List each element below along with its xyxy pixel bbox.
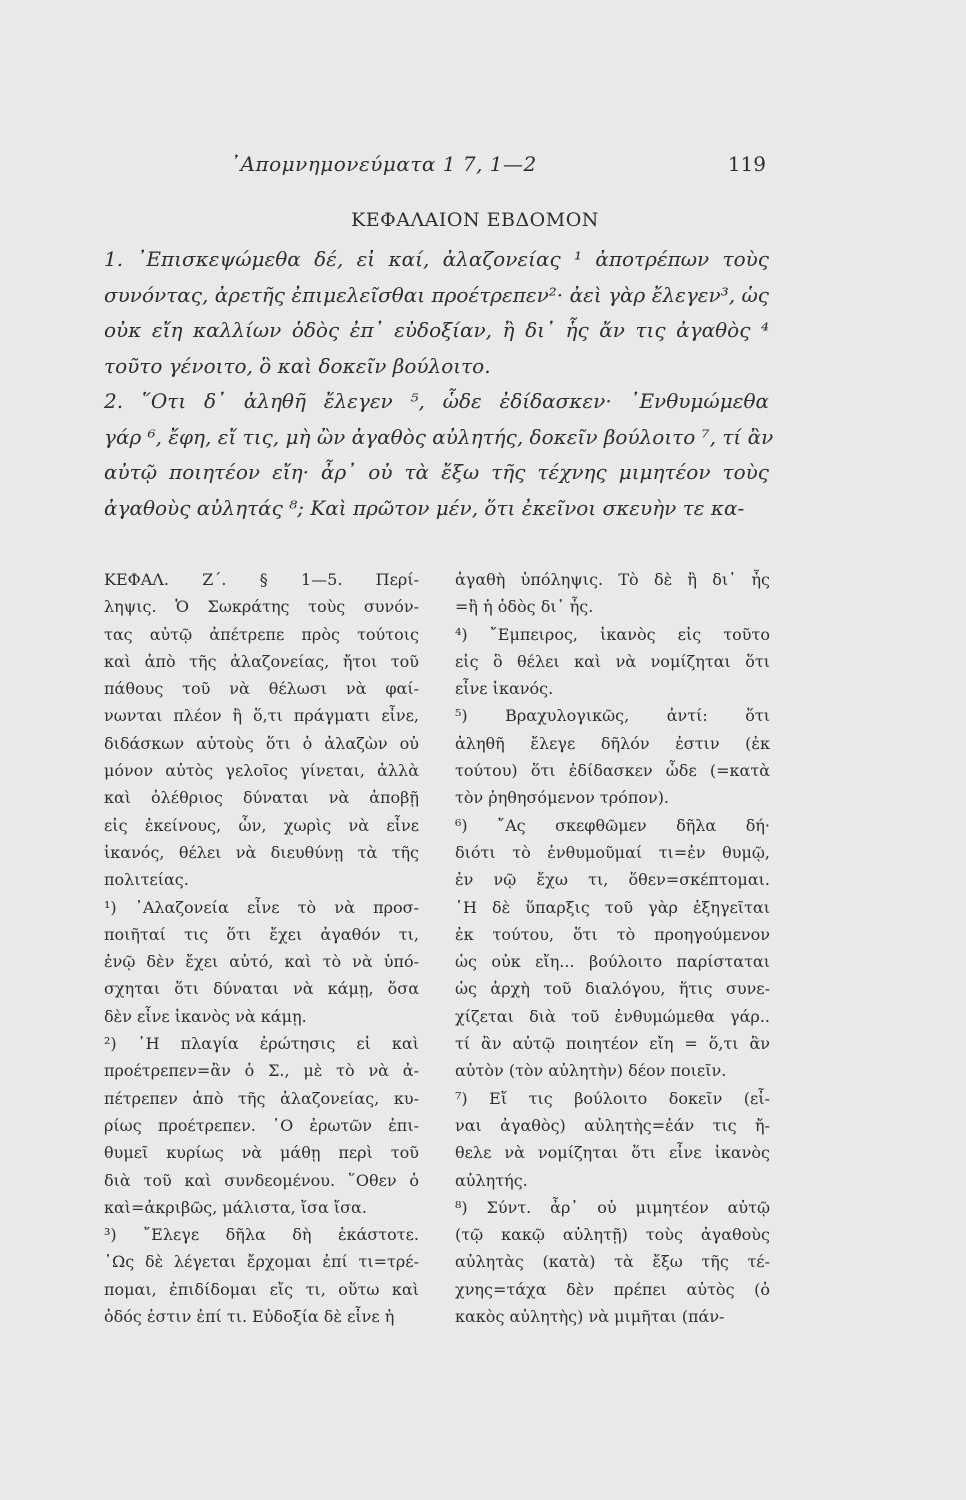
commentary-line: ἱκανός, θέλει νὰ διευθύνῃ τὰ τῆς: [104, 842, 419, 862]
main-text-line: ἀγαθοὺς αὐλητάς ⁸; Καὶ πρῶτον μέν, ὅτι ἐκεῖνοι σκευὴν τε κα-: [104, 495, 745, 520]
commentary-line: καὶ ὀλέθριος δύναται νὰ ἀποβῇ: [104, 788, 419, 808]
commentary-line: ναι ἀγαθὸς) αὐλητὴς=ἐάν τις ἤ-: [455, 1115, 770, 1135]
commentary-line: χίζεται διὰ τοῦ ἐνθυμώμεθα γάρ..: [455, 1006, 770, 1026]
commentary-line: θυμεῖ κυρίως νὰ μάθῃ περὶ τοῦ: [104, 1143, 419, 1163]
commentary-line: τούτου) ὅτι ἐδίδασκεν ὧδε (=κατὰ: [455, 761, 770, 781]
main-text-line: αὐτῷ ποιητέον εἴη· ἆρ᾽ οὐ τὰ ἔξω τῆς τέχνης μιμητέον τοὺς: [104, 460, 769, 484]
commentary-line: κακὸς αὐλητὴς) νὰ μιμῆται (πάν-: [455, 1307, 725, 1327]
commentary-line: ²) ῾Η πλαγία ἐρώτησις εἰ καὶ: [104, 1034, 419, 1054]
commentary-line: προέτρεπεν=ἂν ὁ Σ., μὲ τὸ νὰ ἀ-: [104, 1061, 419, 1081]
commentary-line: διὰ τοῦ καὶ συνδεομένου. ῞Οθεν ὁ: [104, 1170, 419, 1190]
commentary-line: ⁷) Εἴ τις βούλοιτο δοκεῖν (εἶ-: [455, 1088, 770, 1108]
page-number: 119: [727, 152, 766, 176]
commentary-line: (τῷ κακῷ αὐλητῇ) τοὺς ἀγαθοὺς: [455, 1225, 770, 1245]
commentary-line: ⁵) Βραχυλογικῶς, ἀντί: ὅτι: [455, 706, 770, 726]
main-text-line: 2. ῞Οτι δ᾽ ἀληθῆ ἔλεγεν ⁵, ὧδε ἐδίδασκεν· ᾽Ενθυμώμεθα: [104, 389, 769, 413]
commentary-line: διδάσκων αὐτοὺς ὅτι ὁ ἀλαζὼν οὐ: [104, 733, 419, 753]
main-text-line: γάρ ⁶, ἔφη, εἴ τις, μὴ ὢν ἀγαθὸς αὐλητής, δοκεῖν βούλοιτο ⁷, τί ἂν: [104, 424, 774, 449]
commentary-line: μόνον αὐτὸς γελοῖος γίνεται, ἀλλὰ: [104, 761, 419, 781]
main-text-line: τοῦτο γένοιτο, ὃ καὶ δοκεῖν βούλοιτο.: [104, 353, 491, 378]
commentary-line: τας αὐτῷ ἀπέτρεπε πρὸς τούτοις: [104, 624, 419, 644]
commentary-line: καὶ ἀπὸ τῆς ἀλαζονείας, ἤτοι τοῦ: [104, 651, 419, 671]
commentary-line: σχηται ὅτι δύναται νὰ κάμῃ, ὅσα: [104, 979, 419, 999]
commentary-line: ποιῆταί τις ὅτι ἔχει ἀγαθόν τι,: [104, 924, 419, 944]
commentary-line: ἀληθῆ ἔλεγε δῆλόν ἐστιν (ἐκ: [455, 733, 770, 753]
commentary-right-column: [455, 566, 770, 1330]
commentary-line: αὐτὸν (τὸν αὐλητὴν) δέον ποιεῖν.: [455, 1061, 727, 1081]
main-text-line: συνόντας, ἀρετῆς ἐπιμελεῖσθαι προέτρεπεν²· ἀεὶ γὰρ ἔλεγεν³, ὡς: [104, 282, 769, 307]
commentary-line: ⁸) Σύντ. ἆρ᾽ οὐ μιμητέον αὐτῷ: [455, 1197, 770, 1217]
commentary-line: ἐν νῷ ἔχω τι, ὅθεν=σκέπτομαι.: [455, 870, 770, 890]
commentary-line: εἰς ἐκείνους, ὧν, χωρὶς νὰ εἶνε: [104, 815, 419, 835]
commentary-line: ΚΕΦΑΛ. Ζ΄. § 1—5. Περί-: [104, 570, 419, 589]
commentary-line: ὡς ἀρχὴ τοῦ διαλόγου, ἥτις συνε-: [455, 979, 770, 999]
commentary-line: καὶ=ἀκριβῶς, μάλιστα, ἴσα ἴσα.: [104, 1197, 367, 1217]
commentary-line: διότι τὸ ἐνθυμοῦμαί τι=ἐν θυμῷ,: [455, 842, 770, 862]
main-text: [104, 242, 774, 526]
commentary-line: ῾Η δὲ ὕπαρξις τοῦ γὰρ ἐξηγεῖται: [455, 897, 770, 917]
commentary-line: τὸν ῥηθησόμενον τρόπον).: [455, 788, 670, 808]
commentary-line: τί ἂν αὐτῷ ποιητέον εἴη = ὅ,τι ἂν: [455, 1034, 770, 1054]
main-text-line: 1. ᾽Επισκεψώμεθα δέ, εἰ καί, ἀλαζονείας ¹ ἀποτρέπων τοὺς: [104, 247, 769, 271]
commentary-line: ¹) ᾽Αλαζονεία εἶνε τὸ νὰ προσ-: [104, 897, 419, 917]
commentary-line: =ἢ ἡ ὁδὸς δι᾽ ἧς.: [455, 597, 594, 617]
commentary-line: αὐλητὰς (κατὰ) τὰ ἔξω τῆς τέ-: [455, 1252, 770, 1272]
running-title: ᾽Απομνημονεύματα 1 7, 1—2: [230, 152, 537, 176]
commentary-line: ρίως προέτρεπεν. ῾Ο ἐρωτῶν ἐπι-: [104, 1115, 419, 1135]
commentary-line: εἰς ὃ θέλει καὶ νὰ νομίζηται ὅτι: [455, 651, 770, 671]
commentary-line: πολιτείας.: [104, 870, 189, 890]
main-text-line: οὐκ εἴη καλλίων ὁδὸς ἐπ᾽ εὐδοξίαν, ἢ δι᾽ ἧς ἄν τις ἀγαθὸς ⁴: [104, 318, 769, 342]
commentary-line: ῾Ως δὲ λέγεται ἔρχομαι ἐπί τι=τρέ-: [104, 1252, 419, 1272]
commentary-line: χνης=τάχα δὲν πρέπει αὐτὸς (ὁ: [455, 1279, 770, 1299]
commentary-line: ὁδός ἐστιν ἐπί τι. Εὐδοξία δὲ εἶνε ἡ: [104, 1307, 395, 1327]
commentary-line: αὐλητής.: [455, 1170, 528, 1190]
commentary-line: νωνται πλέον ἢ ὅ,τι πράγματι εἶνε,: [104, 706, 419, 726]
commentary-line: δὲν εἶνε ἱκανὸς νὰ κάμῃ.: [104, 1006, 307, 1026]
commentary-line: ληψις. Ὁ Σωκράτης τοὺς συνόν-: [104, 597, 419, 617]
chapter-heading: ΚΕΦΑΛΑΙΟΝ ΕΒΔΟΜΟΝ: [351, 209, 599, 231]
commentary-line: πομαι, ἐπιδίδομαι εἴς τι, οὕτω καὶ: [104, 1279, 419, 1299]
commentary-line: ἀγαθὴ ὑπόληψις. Τὸ δὲ ἢ δι᾽ ἧς: [455, 570, 770, 589]
commentary-left-column: [104, 566, 419, 1330]
commentary-line: πέτρεπεν ἀπὸ τῆς ἀλαζονείας, κυ-: [104, 1088, 419, 1108]
commentary-line: εἶνε ἱκανός.: [455, 679, 554, 699]
commentary-line: πάθους τοῦ νὰ θέλωσι νὰ φαί-: [104, 679, 419, 699]
commentary-line: ⁴) ῎Εμπειρος, ἱκανὸς εἰς τοῦτο: [455, 624, 770, 644]
commentary-line: ὡς οὐκ εἴη... βούλοιτο παρίσταται: [455, 952, 770, 972]
commentary-line: ⁶) ῎Ας σκεφθῶμεν δῆλα δή·: [455, 815, 770, 835]
commentary-line: θελε νὰ νομίζηται ὅτι εἶνε ἱκανὸς: [455, 1143, 770, 1163]
commentary-line: ἐκ τούτου, ὅτι τὸ προηγούμενον: [455, 924, 770, 944]
commentary-line: ἐνῷ δὲν ἔχει αὐτό, καὶ τὸ νὰ ὑπό-: [104, 952, 419, 972]
commentary-line: ³) ῎Ελεγε δῆλα δὴ ἑκάστοτε.: [104, 1225, 419, 1245]
